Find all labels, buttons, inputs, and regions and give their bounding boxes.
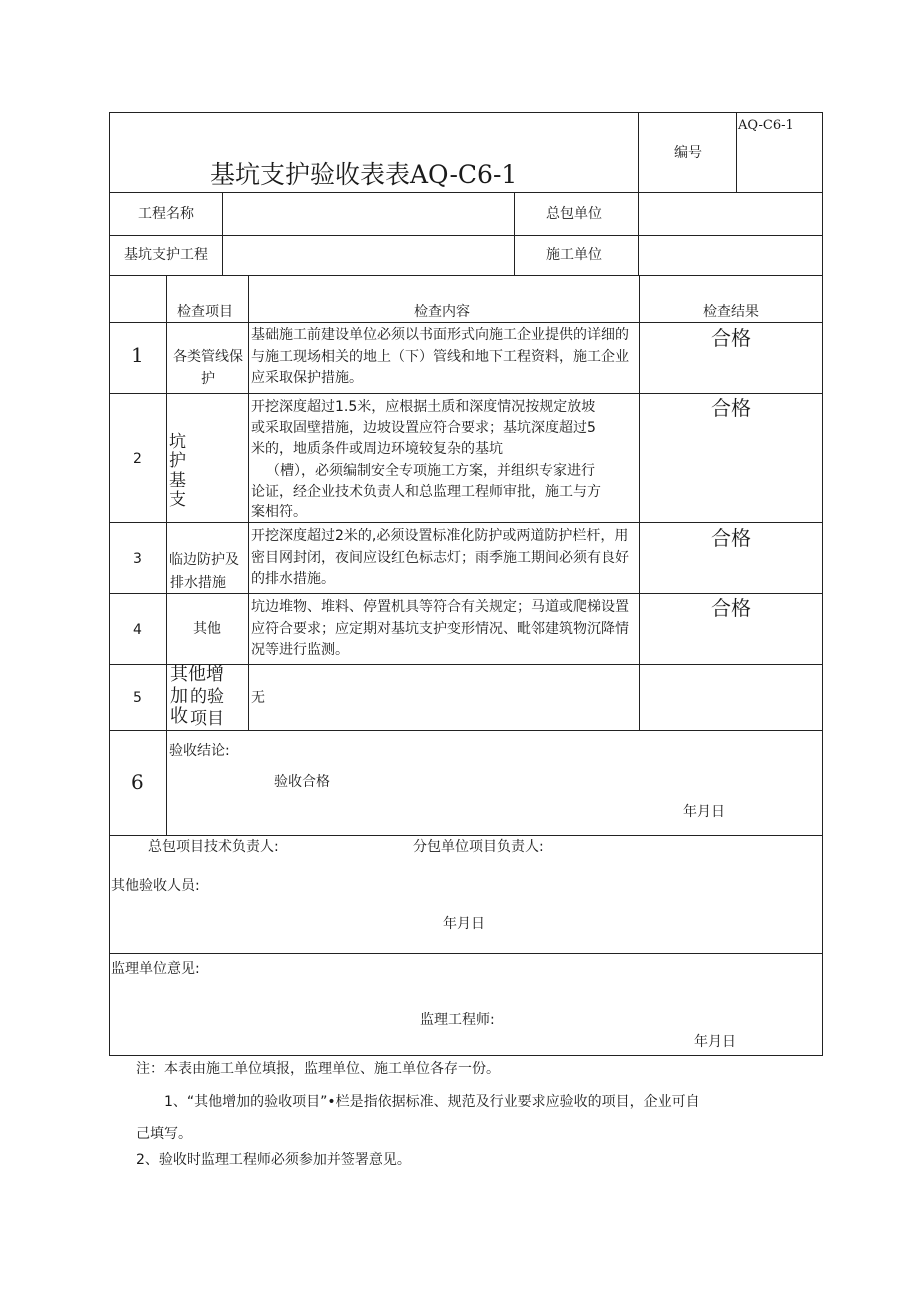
row-content: 坑边堆物、堆料、停置机具等符合有关规定；马道或爬梯设置应符合要求；应定期对基坑支护变形情况、毗邻建筑物沉降情况等进行监测。 (251, 599, 629, 658)
grid-line (248, 275, 249, 730)
row-item: 各类管线保护 (173, 349, 243, 387)
grid-line (736, 112, 737, 193)
row-result: 合格 (711, 596, 751, 620)
grid-line (109, 393, 823, 394)
note-2: 2、验收时监理工程师必须参加并签署意见。 (136, 1152, 411, 1168)
row-number: 2 (133, 451, 142, 467)
row-content-line: 论证，经企业技术负责人和总监理工程师审批，施工与方 (251, 484, 601, 500)
border-top (109, 112, 823, 113)
border-right (822, 112, 823, 1056)
note-main: 注：本表由施工单位填报，监理单位、施工单位各存一份。 (136, 1061, 500, 1077)
grid-line (109, 275, 823, 276)
row-item-part: 其他增 (170, 664, 224, 685)
grid-line (638, 192, 639, 276)
support-project-label: 基坑支护工程 (124, 247, 208, 263)
row-item-part: 收 (170, 706, 188, 727)
row-content: 无 (251, 690, 265, 706)
supervision-engineer-label: 监理工程师: (420, 1012, 495, 1028)
grid-line (109, 235, 823, 236)
grid-line (109, 522, 823, 523)
project-name-label: 工程名称 (138, 206, 194, 222)
conclusion-date[interactable]: 年月日 (683, 804, 725, 820)
number-label: 编号 (674, 145, 702, 161)
row-item-part: 加 (170, 686, 188, 707)
row-item-char: 坑 (169, 432, 186, 452)
signatures-date[interactable]: 年月日 (443, 916, 485, 932)
conclusion-label: 验收结论: (169, 743, 230, 759)
grid-line (109, 953, 823, 954)
border-left (109, 112, 110, 1056)
grid-line (514, 192, 515, 276)
row-item-part: 的验 (190, 687, 224, 707)
row-item-line: 排水措施 (170, 575, 226, 591)
grid-line (638, 112, 639, 193)
grid-line (109, 593, 823, 594)
row-content-line: 开挖深度超过1.5米，应根据土质和深度情况按规定放坡 (251, 399, 596, 415)
row-number: 5 (133, 690, 142, 706)
grid-line (166, 730, 167, 836)
form-title: 基坑支护验收表表AQ-C6-1 (210, 160, 518, 189)
row-content: 开挖深度超过2米的,必须设置标准化防护或两道防护栏杆，用密目网封闭，夜间应设红色标志灯；雨季施工期间必须有良好的排水措施。 (251, 528, 629, 587)
row-number: 1 (131, 343, 144, 367)
conclusion-number: 6 (131, 770, 144, 794)
row-item-part: 项目 (190, 709, 224, 729)
col-header-result: 检查结果 (703, 304, 759, 320)
row-result: 合格 (711, 326, 751, 350)
border-bottom (109, 1055, 823, 1056)
note-1-line-2: 己填写。 (136, 1126, 192, 1142)
number-value: AQ-C6-1 (738, 118, 794, 133)
row-item-line: 临边防护及 (169, 552, 239, 568)
row-content-line: （槽），必须编制安全专项施工方案，并组织专家进行 (266, 463, 595, 479)
row-result: 合格 (711, 526, 751, 550)
sub-lead-label: 分包单位项目负责人: (413, 839, 544, 855)
row-content-line: 或采取固壁措施，边坡设置应符合要求；基坑深度超过5 (251, 420, 596, 436)
col-header-content: 检查内容 (414, 304, 470, 320)
row-content-line: 案相符。 (251, 504, 307, 520)
other-inspectors-label: 其他验收人员: (111, 878, 200, 894)
row-item: 其他 (193, 621, 221, 637)
grid-line (109, 835, 823, 836)
construction-unit-label: 施工单位 (546, 247, 602, 263)
supervision-date[interactable]: 年月日 (694, 1034, 736, 1050)
conclusion-value[interactable]: 验收合格 (274, 774, 330, 790)
row-item-char: 支 (169, 490, 186, 510)
row-number: 4 (133, 622, 142, 638)
row-item-char: 基 (169, 471, 186, 491)
grid-line (222, 192, 223, 276)
grid-line (109, 730, 823, 731)
grid-line (109, 192, 823, 193)
general-contractor-label: 总包单位 (546, 206, 602, 222)
row-content-line: 米的，地质条件或周边环境较复杂的基坑 (251, 441, 503, 457)
note-1-line-1: 1、“其他增加的验收项目”•栏是指依据标准、规范及行业要求应验收的项目，企业可自 (164, 1094, 700, 1110)
gc-tech-lead-label: 总包项目技术负责人: (148, 839, 279, 855)
row-number: 3 (133, 551, 142, 567)
row-result: 合格 (711, 396, 751, 420)
grid-line (109, 322, 823, 323)
grid-line (639, 275, 640, 730)
row-content: 基础施工前建设单位必须以书面形式向施工企业提供的详细的与施工现场相关的地上（下）管线和地下工程资料，施工企业应采取保护措施。 (251, 327, 629, 386)
grid-line (166, 275, 167, 730)
supervision-opinion-label: 监理单位意见: (111, 961, 200, 977)
row-item-char: 护 (169, 451, 186, 471)
col-header-item: 检查项目 (177, 304, 233, 320)
